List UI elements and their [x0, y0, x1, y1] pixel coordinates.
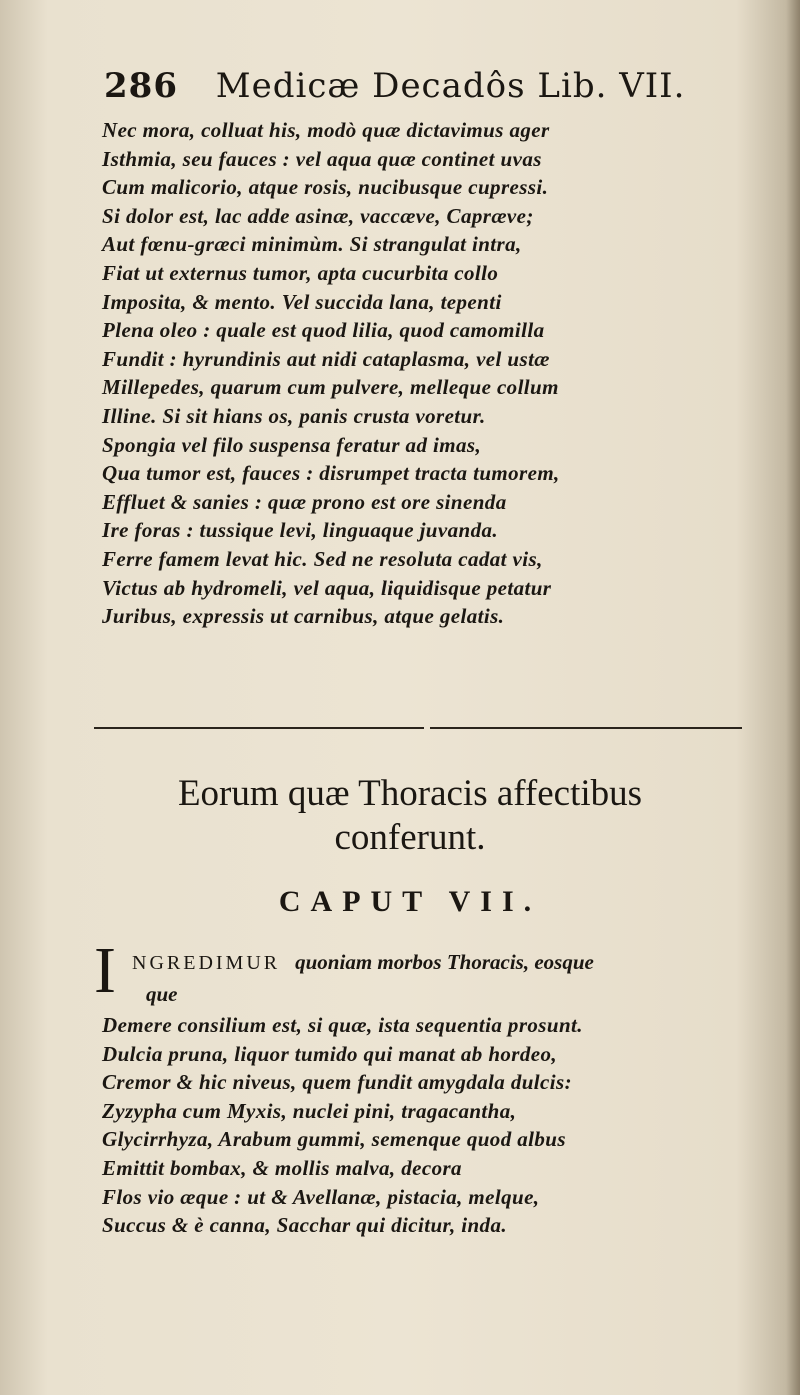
verse-line: Illine. Si sit hians os, panis crusta voretur. — [102, 403, 486, 428]
verse-line: Succus & è canna, Sacchar qui dicitur, inda. — [102, 1213, 508, 1238]
drop-cap: I — [94, 934, 116, 1007]
verse-line: Ire foras : tussique levi, linguaque juvanda. — [102, 518, 499, 543]
chapter-number: CAPUT VII. — [278, 885, 542, 918]
verse-line: Fiat ut externus tumor, apta cucurbita collo — [102, 260, 499, 285]
verse-line: Si dolor est, lac adde asinæ, vaccæve, Capræve; — [102, 203, 534, 228]
verse-line: Juribus, expressis ut carnibus, atque gelatis. — [102, 604, 505, 629]
verse-line: Emittit bombax, & mollis malva, decora — [102, 1155, 462, 1180]
page-header — [104, 66, 724, 116]
verse-line: Flos vio æque : ut & Avellanæ, pistacia, melque, — [102, 1184, 540, 1209]
opening-italic-text: quoniam morbos Thoracis, eosque — [295, 950, 594, 974]
verse-line: Cum malicorio, atque rosis, nucibusque cupressi. — [102, 175, 549, 200]
verse-line: Fundit : hyrundinis aut nidi cataplasma, vel ustæ — [102, 346, 550, 371]
section-rule-right — [430, 727, 742, 729]
chapter-title-line-2: conferunt. — [334, 817, 486, 858]
verse-line: Millepedes, quarum cum pulvere, melleque collum — [102, 375, 559, 400]
chapter-title — [100, 772, 720, 860]
opening-continuation: que — [146, 982, 178, 1006]
opening-line — [94, 934, 764, 1010]
chapter-title-line-1: Eorum quæ Thoracis affectibus — [177, 773, 643, 814]
verse-line: Nec mora, colluat his, modò quæ dictavimus ager — [102, 118, 550, 142]
opening-first-line — [132, 950, 594, 975]
verse-line: Effluet & sanies : quæ prono est ore sinenda — [102, 489, 507, 514]
verse-line: Demere consilium est, si quæ, ista sequentia prosunt. — [102, 1013, 583, 1037]
verse-block-bottom — [102, 1011, 762, 1240]
verse-line: Aut fœnu-græci minimùm. Si strangulat intra, — [102, 232, 522, 257]
verse-line: Isthmia, seu fauces : vel aqua quæ continet uvas — [102, 146, 542, 171]
page-number: 286 — [104, 66, 178, 106]
section-rule-left — [94, 727, 424, 729]
verse-line: Glycirrhyza, Arabum gummi, semenque quod albus — [102, 1127, 566, 1152]
verse-line: Zyzypha cum Myxis, nuclei pini, tragacantha, — [102, 1098, 517, 1123]
verse-line: Cremor & hic niveus, quem fundit amygdala dulcis: — [102, 1070, 572, 1095]
verse-line: Ferre famem levat hic. Sed ne resoluta cadat vis, — [102, 546, 543, 571]
verse-line: Spongia vel filo suspensa feratur ad imas, — [102, 432, 482, 457]
verse-line: Dulcia pruna, liquor tumido qui manat ab hordeo, — [102, 1041, 558, 1066]
verse-line: Plena oleo : quale est quod lilia, quod camomilla — [102, 318, 545, 343]
running-title: Medicæ Decadôs Lib. VII. — [215, 66, 686, 106]
verse-line: Qua tumor est, fauces : disrumpet tracta tumorem, — [102, 461, 560, 486]
verse-line: Victus ab hydromeli, vel aqua, liquidisque petatur — [102, 575, 552, 600]
page-edge-shadow — [786, 0, 800, 1395]
verse-line: Imposita, & mento. Vel succida lana, tepenti — [102, 289, 502, 314]
opening-small-caps: NGREDIMUR — [132, 952, 281, 974]
verse-block-top — [102, 116, 762, 631]
